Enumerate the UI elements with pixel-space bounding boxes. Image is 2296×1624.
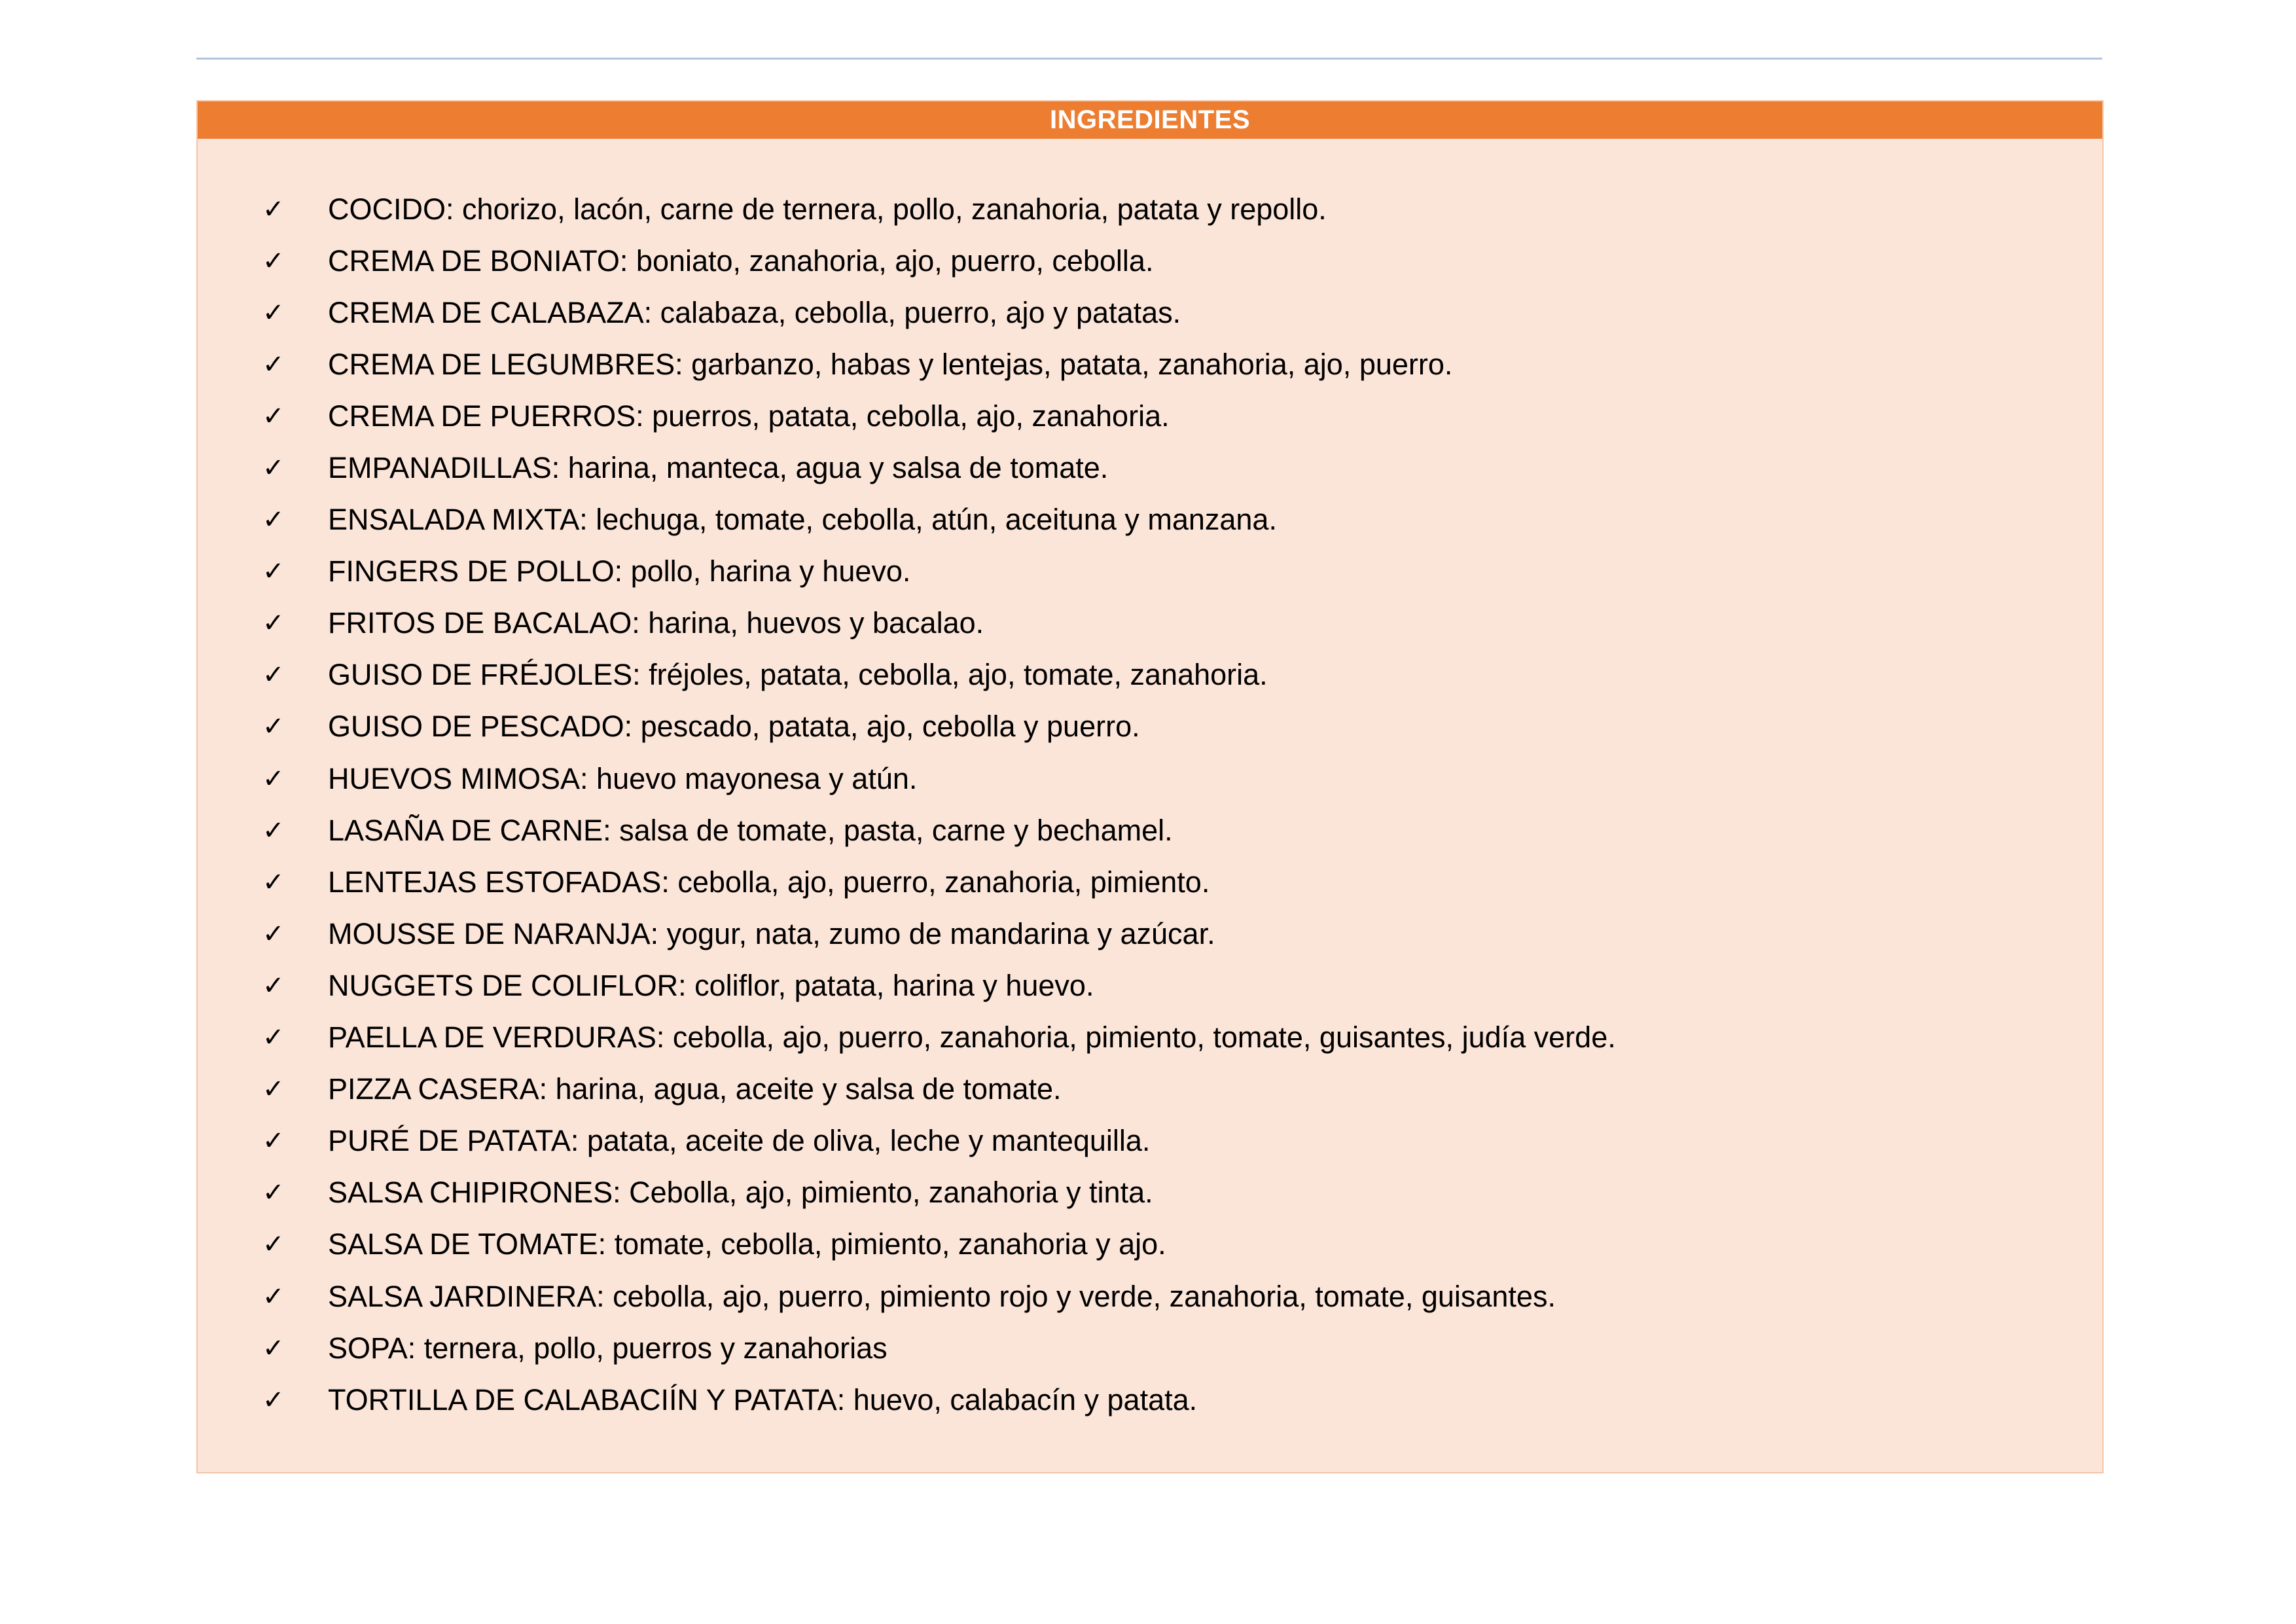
- list-item: [198, 494, 1616, 546]
- panel-title: INGREDIENTES: [198, 101, 2102, 139]
- check-icon: ✓: [262, 815, 285, 846]
- ingredients-panel: [196, 100, 2104, 1473]
- list-item-text: TORTILLA DE CALABACIÍN Y PATATA: huevo, calabacín y patata.: [328, 1382, 1198, 1416]
- list-item: [198, 1219, 1616, 1271]
- check-icon: ✓: [262, 1281, 285, 1312]
- ingredient-list: [198, 183, 1616, 1426]
- list-item: [198, 546, 1616, 598]
- list-item-text: HUEVOS MIMOSA: huevo mayonesa y atún.: [328, 761, 918, 795]
- list-item-text: SALSA JARDINERA: cebolla, ajo, puerro, pimiento rojo y verde, zanahoria, tomate, guisantes.: [328, 1279, 1556, 1313]
- check-icon: ✓: [262, 401, 285, 431]
- check-icon: ✓: [262, 505, 285, 535]
- check-icon: ✓: [262, 660, 285, 691]
- check-icon: ✓: [262, 608, 285, 639]
- list-item-text: LENTEJAS ESTOFADAS: cebolla, ajo, puerro, zanahoria, pimiento.: [328, 865, 1210, 899]
- check-icon: ✓: [262, 1022, 285, 1053]
- check-icon: ✓: [262, 1074, 285, 1105]
- check-icon: ✓: [262, 970, 285, 1001]
- list-item: [198, 804, 1616, 856]
- check-icon: ✓: [262, 918, 285, 949]
- list-item-text: FINGERS DE POLLO: pollo, harina y huevo.: [328, 554, 911, 588]
- check-icon: ✓: [262, 1384, 285, 1415]
- check-icon: ✓: [262, 763, 285, 794]
- check-icon: ✓: [262, 867, 285, 897]
- list-item-text: PAELLA DE VERDURAS: cebolla, ajo, puerro, zanahoria, pimiento, tomate, guisantes, judía verde.: [328, 1020, 1616, 1055]
- list-item-text: PURÉ DE PATATA: patata, aceite de oliva, leche y mantequilla.: [328, 1124, 1151, 1158]
- list-item: [198, 442, 1616, 494]
- check-icon: ✓: [262, 453, 285, 484]
- list-item: [198, 856, 1616, 908]
- list-item-text: EMPANADILLAS: harina, manteca, agua y salsa de tomate.: [328, 451, 1109, 485]
- check-icon: ✓: [262, 245, 285, 276]
- list-item-text: COCIDO: chorizo, lacón, carne de ternera, pollo, zanahoria, patata y repollo.: [328, 192, 1327, 226]
- check-icon: ✓: [262, 1178, 285, 1208]
- list-item: [198, 1167, 1616, 1219]
- list-item-text: SALSA CHIPIRONES: Cebolla, ajo, pimiento, zanahoria y tinta.: [328, 1176, 1153, 1210]
- list-item: [198, 1271, 1616, 1322]
- list-item: [198, 753, 1616, 804]
- list-item: [198, 235, 1616, 287]
- list-item-text: SOPA: ternera, pollo, puerros y zanahorias: [328, 1331, 888, 1365]
- check-icon: ✓: [262, 194, 285, 225]
- list-item-text: PIZZA CASERA: harina, agua, aceite y salsa de tomate.: [328, 1072, 1062, 1106]
- list-item-text: CREMA DE BONIATO: boniato, zanahoria, ajo, puerro, cebolla.: [328, 244, 1154, 278]
- list-item-text: FRITOS DE BACALAO: harina, huevos y bacalao.: [328, 606, 984, 640]
- check-icon: ✓: [262, 1126, 285, 1157]
- list-item: [198, 649, 1616, 701]
- list-item: [198, 701, 1616, 753]
- check-icon: ✓: [262, 297, 285, 328]
- list-item-text: CREMA DE LEGUMBRES: garbanzo, habas y lentejas, patata, zanahoria, ajo, puerro.: [328, 347, 1453, 381]
- list-item: [198, 1012, 1616, 1064]
- list-item-text: CREMA DE CALABAZA: calabaza, cebolla, puerro, ajo y patatas.: [328, 295, 1181, 329]
- list-item-text: SALSA DE TOMATE: tomate, cebolla, pimiento, zanahoria y ajo.: [328, 1227, 1166, 1261]
- list-item: [198, 1064, 1616, 1115]
- list-item: [198, 338, 1616, 390]
- list-item: [198, 908, 1616, 960]
- check-icon: ✓: [262, 349, 285, 380]
- list-item-text: GUISO DE FRÉJOLES: fréjoles, patata, cebolla, ajo, tomate, zanahoria.: [328, 658, 1268, 692]
- list-item: [198, 598, 1616, 649]
- list-item-text: LASAÑA DE CARNE: salsa de tomate, pasta, carne y bechamel.: [328, 813, 1173, 847]
- list-item-text: NUGGETS DE COLIFLOR: coliflor, patata, harina y huevo.: [328, 968, 1094, 1002]
- list-item: [198, 1322, 1616, 1374]
- list-item-text: CREMA DE PUERROS: puerros, patata, cebolla, ajo, zanahoria.: [328, 399, 1170, 433]
- list-item: [198, 390, 1616, 442]
- list-item-text: ENSALADA MIXTA: lechuga, tomate, cebolla, atún, aceituna y manzana.: [328, 503, 1277, 537]
- list-item-text: GUISO DE PESCADO: pescado, patata, ajo, cebolla y puerro.: [328, 710, 1140, 744]
- list-item: [198, 1374, 1616, 1426]
- list-item: [198, 960, 1616, 1011]
- list-item-text: MOUSSE DE NARANJA: yogur, nata, zumo de mandarina y azúcar.: [328, 916, 1215, 950]
- check-icon: ✓: [262, 556, 285, 587]
- list-item: [198, 1115, 1616, 1167]
- list-item: [198, 183, 1616, 235]
- check-icon: ✓: [262, 1333, 285, 1363]
- list-item: [198, 287, 1616, 338]
- check-icon: ✓: [262, 712, 285, 742]
- top-divider: [196, 58, 2102, 60]
- check-icon: ✓: [262, 1229, 285, 1260]
